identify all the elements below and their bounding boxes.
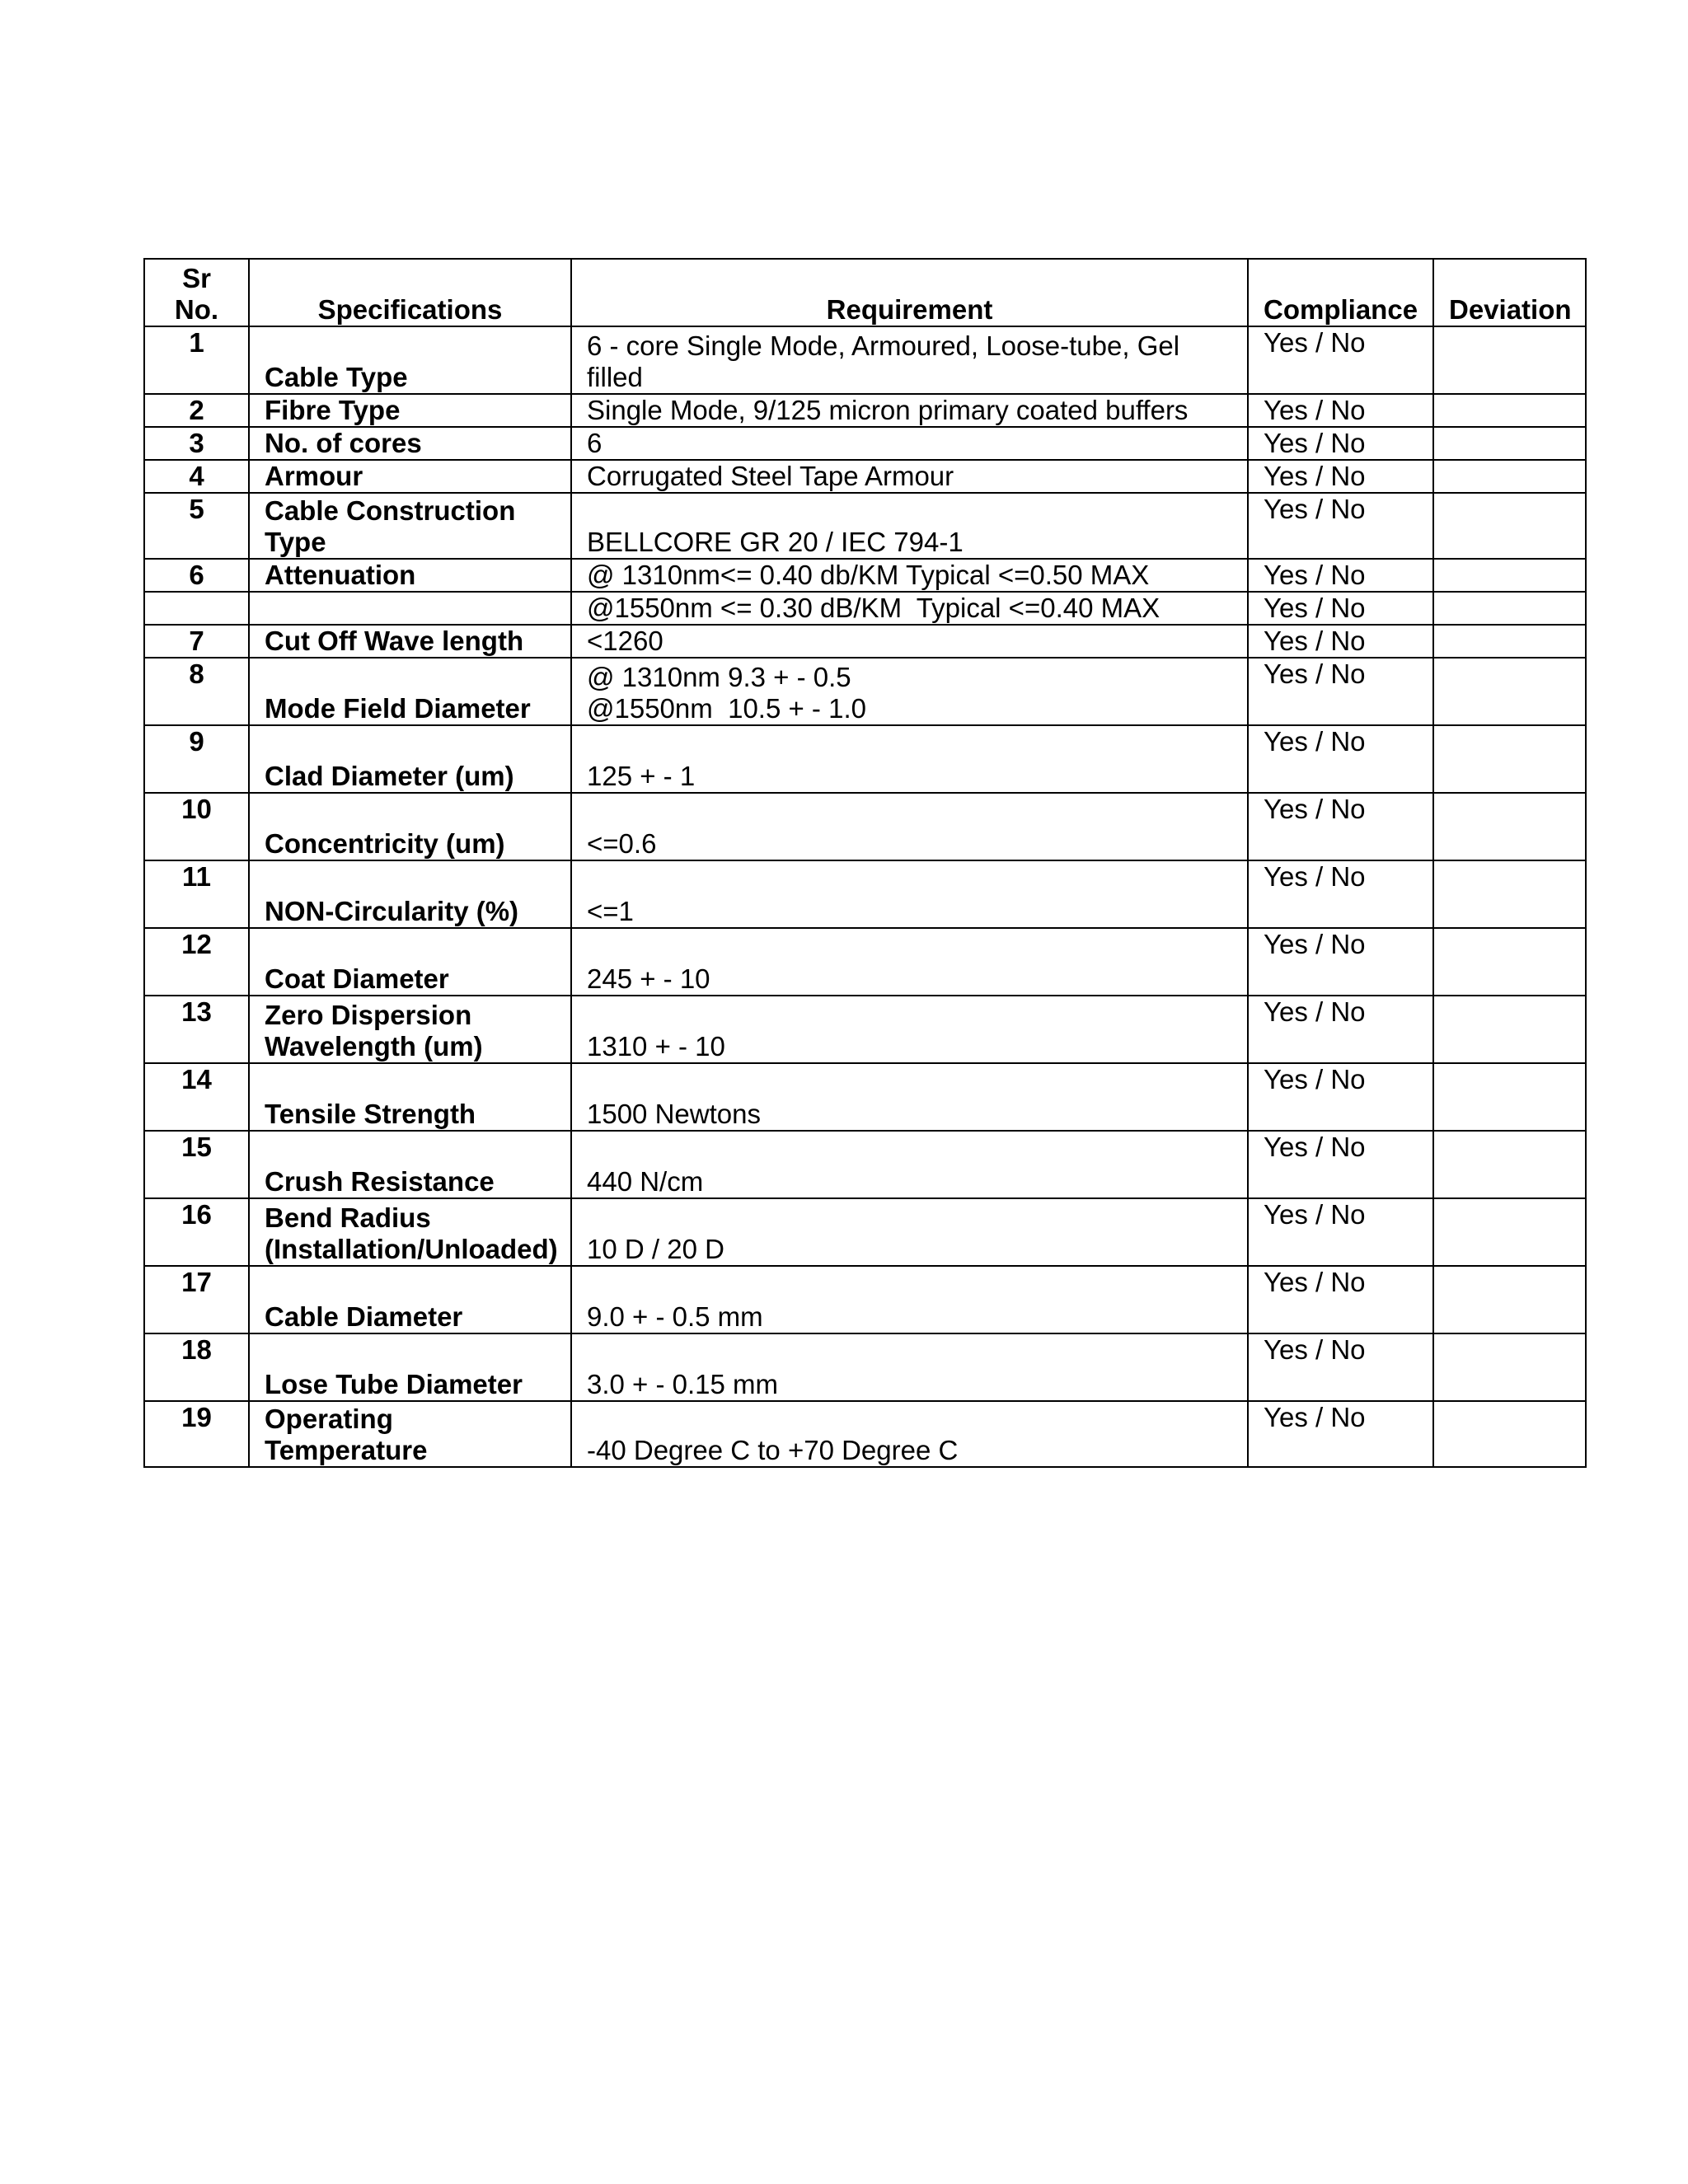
cell-deviation (1433, 1063, 1586, 1131)
table-row (144, 1401, 1586, 1467)
cell-sr-no: 1 (144, 326, 249, 394)
cell-specification: Lose Tube Diameter (249, 1333, 571, 1401)
cell-specification: Crush Resistance (249, 1131, 571, 1198)
cell-compliance: Yes / No (1248, 860, 1433, 928)
cell-specification: Mode Field Diameter (249, 658, 571, 725)
cell-specification: Cable Construction Type (249, 493, 571, 559)
cell-specification: Zero Dispersion Wavelength (um) (249, 996, 571, 1063)
cell-requirement: <=0.6 (571, 793, 1248, 860)
table-row (144, 394, 1586, 427)
cell-deviation (1433, 725, 1586, 793)
cell-deviation (1433, 394, 1586, 427)
table-row (144, 326, 1586, 394)
cell-compliance: Yes / No (1248, 658, 1433, 725)
cell-requirement: <1260 (571, 625, 1248, 658)
header-requirement: Requirement (571, 259, 1248, 326)
cell-sr-no: 15 (144, 1131, 249, 1198)
cell-deviation (1433, 793, 1586, 860)
cell-deviation (1433, 1266, 1586, 1333)
cell-requirement: 10 D / 20 D (571, 1198, 1248, 1266)
cell-deviation (1433, 559, 1586, 592)
cell-requirement: @ 1310nm<= 0.40 db/KM Typical <=0.50 MAX (571, 559, 1248, 592)
cell-deviation (1433, 1198, 1586, 1266)
cell-specification: Attenuation (249, 559, 571, 592)
cell-compliance: Yes / No (1248, 1063, 1433, 1131)
cell-compliance: Yes / No (1248, 1333, 1433, 1401)
cell-compliance: Yes / No (1248, 394, 1433, 427)
cell-sr-no: 11 (144, 860, 249, 928)
cell-compliance: Yes / No (1248, 1266, 1433, 1333)
cell-specification: Armour (249, 460, 571, 493)
table-row (144, 996, 1586, 1063)
cell-compliance: Yes / No (1248, 427, 1433, 460)
cell-requirement: BELLCORE GR 20 / IEC 794-1 (571, 493, 1248, 559)
table-row (144, 559, 1586, 592)
cell-specification: NON-Circularity (%) (249, 860, 571, 928)
cell-compliance: Yes / No (1248, 326, 1433, 394)
cell-specification (249, 592, 571, 625)
cell-sr-no: 16 (144, 1198, 249, 1266)
cell-requirement: <=1 (571, 860, 1248, 928)
cell-deviation (1433, 928, 1586, 996)
cell-sr-no: 10 (144, 793, 249, 860)
cell-sr-no: 2 (144, 394, 249, 427)
table-row (144, 1333, 1586, 1401)
cell-sr-no: 17 (144, 1266, 249, 1333)
table-body (144, 326, 1586, 1467)
table-row (144, 460, 1586, 493)
cell-compliance: Yes / No (1248, 725, 1433, 793)
table-row (144, 1266, 1586, 1333)
cell-compliance: Yes / No (1248, 625, 1433, 658)
cell-compliance: Yes / No (1248, 1198, 1433, 1266)
cell-sr-no: 4 (144, 460, 249, 493)
header-specifications: Specifications (249, 259, 571, 326)
cell-compliance: Yes / No (1248, 493, 1433, 559)
table-row (144, 493, 1586, 559)
cell-sr-no: 5 (144, 493, 249, 559)
cell-deviation (1433, 326, 1586, 394)
header-sr-no: Sr No. (144, 259, 249, 326)
table-row (144, 928, 1586, 996)
cell-sr-no: 6 (144, 559, 249, 592)
table-row (144, 592, 1586, 625)
cell-requirement: -40 Degree C to +70 Degree C (571, 1401, 1248, 1467)
table-row (144, 1131, 1586, 1198)
cell-specification: Coat Diameter (249, 928, 571, 996)
cell-requirement: @ 1310nm 9.3 + - 0.5 @1550nm 10.5 + - 1.0 (571, 658, 1248, 725)
cell-deviation (1433, 460, 1586, 493)
cell-compliance: Yes / No (1248, 996, 1433, 1063)
cell-compliance: Yes / No (1248, 793, 1433, 860)
cell-sr-no: 18 (144, 1333, 249, 1401)
cell-deviation (1433, 658, 1586, 725)
cell-requirement: Single Mode, 9/125 micron primary coated buffers (571, 394, 1248, 427)
table-row (144, 725, 1586, 793)
cell-specification: Concentricity (um) (249, 793, 571, 860)
cell-specification: No. of cores (249, 427, 571, 460)
cell-requirement: Corrugated Steel Tape Armour (571, 460, 1248, 493)
cell-deviation (1433, 1131, 1586, 1198)
cell-deviation (1433, 1333, 1586, 1401)
cell-requirement: 3.0 + - 0.15 mm (571, 1333, 1248, 1401)
cell-specification: Cable Diameter (249, 1266, 571, 1333)
table-row (144, 1198, 1586, 1266)
cell-compliance: Yes / No (1248, 1401, 1433, 1467)
cell-sr-no (144, 592, 249, 625)
cell-sr-no: 13 (144, 996, 249, 1063)
cell-deviation (1433, 1401, 1586, 1467)
cell-deviation (1433, 860, 1586, 928)
cell-specification: Fibre Type (249, 394, 571, 427)
cell-sr-no: 8 (144, 658, 249, 725)
cell-deviation (1433, 996, 1586, 1063)
cell-requirement: 1310 + - 10 (571, 996, 1248, 1063)
cell-requirement: 440 N/cm (571, 1131, 1248, 1198)
cell-requirement: 6 - core Single Mode, Armoured, Loose-tube, Gel filled (571, 326, 1248, 394)
cell-compliance: Yes / No (1248, 928, 1433, 996)
cell-sr-no: 9 (144, 725, 249, 793)
header-deviation: Deviation (1433, 259, 1586, 326)
cell-compliance: Yes / No (1248, 1131, 1433, 1198)
cell-specification: Clad Diameter (um) (249, 725, 571, 793)
cell-compliance: Yes / No (1248, 592, 1433, 625)
cell-compliance: Yes / No (1248, 460, 1433, 493)
table-row (144, 860, 1586, 928)
cell-requirement: 9.0 + - 0.5 mm (571, 1266, 1248, 1333)
cell-requirement: 1500 Newtons (571, 1063, 1248, 1131)
table-row (144, 658, 1586, 725)
cell-deviation (1433, 625, 1586, 658)
table-row (144, 625, 1586, 658)
cell-specification: Operating Temperature (249, 1401, 571, 1467)
cell-requirement: 125 + - 1 (571, 725, 1248, 793)
table-row (144, 793, 1586, 860)
table-row (144, 1063, 1586, 1131)
cell-requirement: @1550nm <= 0.30 dB/KM Typical <=0.40 MAX (571, 592, 1248, 625)
cell-sr-no: 19 (144, 1401, 249, 1467)
cell-specification: Cut Off Wave length (249, 625, 571, 658)
cell-compliance: Yes / No (1248, 559, 1433, 592)
cell-specification: Tensile Strength (249, 1063, 571, 1131)
cell-sr-no: 3 (144, 427, 249, 460)
cell-sr-no: 7 (144, 625, 249, 658)
table-row (144, 427, 1586, 460)
specification-table (143, 258, 1587, 1468)
cell-deviation (1433, 493, 1586, 559)
cell-requirement: 6 (571, 427, 1248, 460)
cell-specification: Cable Type (249, 326, 571, 394)
cell-deviation (1433, 427, 1586, 460)
cell-requirement: 245 + - 10 (571, 928, 1248, 996)
header-row (144, 259, 1586, 326)
cell-sr-no: 14 (144, 1063, 249, 1131)
table-header (144, 259, 1586, 326)
cell-deviation (1433, 592, 1586, 625)
cell-specification: Bend Radius (Installation/Unloaded) (249, 1198, 571, 1266)
cell-sr-no: 12 (144, 928, 249, 996)
header-compliance: Compliance (1248, 259, 1433, 326)
